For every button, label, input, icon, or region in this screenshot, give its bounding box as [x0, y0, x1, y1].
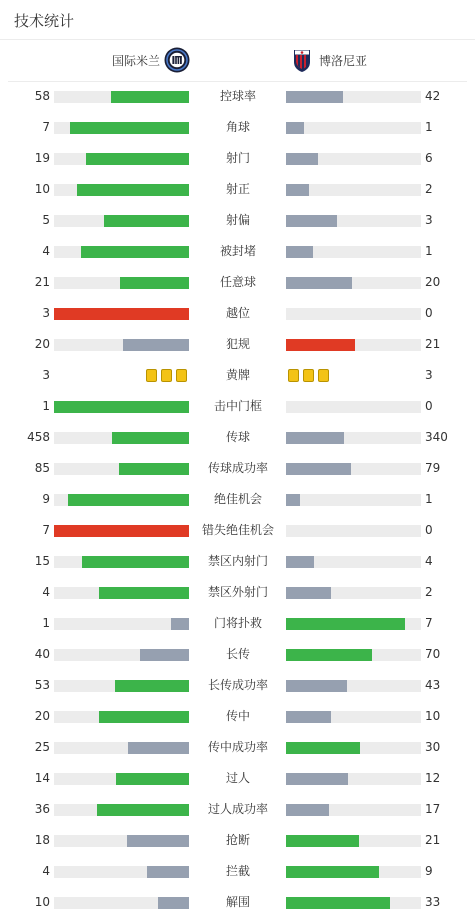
stat-label: 错失绝佳机会	[201, 523, 274, 537]
page-title: 技术统计	[14, 12, 75, 30]
stat-bar-fill	[99, 711, 189, 723]
home-stat-value: 9	[42, 492, 50, 506]
home-stat-bar	[54, 742, 189, 754]
away-stat-value: 21	[425, 833, 441, 847]
stats-list	[0, 81, 475, 918]
home-stat-value: 1	[42, 616, 50, 630]
away-stat-value: 3	[425, 213, 433, 227]
home-stat-value: 10	[34, 895, 50, 909]
stat-label: 越位	[225, 306, 250, 320]
stat-row	[0, 422, 475, 453]
away-stat-value: 6	[425, 151, 433, 165]
home-stat-bar	[54, 525, 189, 537]
stat-bar-fill	[127, 835, 189, 847]
home-stat-value: 5	[42, 213, 50, 227]
home-stat-bar	[54, 215, 189, 227]
yellow-card-icon	[146, 369, 157, 382]
home-stat-value: 40	[34, 647, 50, 661]
away-stat-bar	[286, 804, 421, 816]
stat-row	[0, 360, 475, 391]
stat-bar-fill	[54, 401, 189, 413]
stat-bar-fill	[286, 91, 343, 103]
stat-label: 解围	[225, 895, 250, 909]
stat-label: 禁区内射门	[207, 554, 268, 568]
stat-bar-fill	[86, 153, 189, 165]
stat-bar-fill	[286, 153, 318, 165]
away-stat-bar	[286, 463, 421, 475]
stat-bar-fill	[158, 897, 189, 909]
stat-row	[0, 670, 475, 701]
home-yellow-cards	[144, 369, 189, 382]
home-stat-value: 36	[34, 802, 50, 816]
stat-bar-fill	[286, 556, 314, 568]
stat-label: 任意球	[219, 275, 256, 289]
away-team-name: 博洛尼亚	[319, 53, 368, 68]
stat-label: 拦截	[225, 864, 250, 878]
stat-row	[0, 391, 475, 422]
home-team-name: 国际米兰	[111, 53, 160, 68]
stat-label: 门将扑救	[213, 616, 262, 630]
away-stat-bar	[286, 91, 421, 103]
stat-row	[0, 112, 475, 143]
home-stat-bar	[54, 463, 189, 475]
stat-bar-fill	[286, 184, 309, 196]
yellow-card-icon	[288, 369, 299, 382]
stat-label: 控球率	[219, 89, 256, 103]
stat-row	[0, 453, 475, 484]
home-stat-value: 4	[42, 864, 50, 878]
home-stat-bar	[54, 122, 189, 134]
stat-bar-fill	[286, 587, 331, 599]
stat-row	[0, 794, 475, 825]
stat-bar-fill	[286, 742, 360, 754]
away-stat-bar	[286, 897, 421, 909]
home-stat-value: 21	[34, 275, 50, 289]
away-stat-bar	[286, 649, 421, 661]
stat-bar-fill	[171, 618, 189, 630]
away-stat-value: 2	[425, 585, 433, 599]
away-team[interactable]	[292, 40, 367, 80]
away-stat-bar	[286, 742, 421, 754]
home-stat-bar	[54, 556, 189, 568]
home-stat-bar	[54, 277, 189, 289]
yellow-card-icon	[176, 369, 187, 382]
home-stat-value: 7	[42, 523, 50, 537]
stat-row	[0, 329, 475, 360]
stat-row	[0, 887, 475, 918]
stat-bar-fill	[286, 246, 313, 258]
away-stat-bar	[286, 525, 421, 537]
stat-row	[0, 174, 475, 205]
home-stat-bar	[54, 804, 189, 816]
stat-bar-fill	[286, 339, 355, 351]
stat-bar-fill	[123, 339, 189, 351]
stat-label: 传中	[225, 709, 250, 723]
stat-bar-fill	[119, 463, 189, 475]
away-stat-value: 12	[425, 771, 441, 785]
home-stat-bar	[54, 649, 189, 661]
stat-label: 绝佳机会	[213, 492, 262, 506]
stat-label: 过人	[225, 771, 250, 785]
stat-bar-fill	[286, 835, 359, 847]
stat-row	[0, 608, 475, 639]
stat-label: 传中成功率	[207, 740, 268, 754]
home-stat-value: 19	[34, 151, 50, 165]
stat-bar-fill	[286, 463, 351, 475]
stat-bar-fill	[147, 866, 189, 878]
stat-row	[0, 546, 475, 577]
stat-label: 黄牌	[225, 368, 250, 382]
stat-row	[0, 639, 475, 670]
yellow-card-icon	[161, 369, 172, 382]
stat-row	[0, 298, 475, 329]
stat-row	[0, 81, 475, 112]
stat-bar-fill	[286, 711, 331, 723]
home-stat-bar	[54, 153, 189, 165]
home-stat-value: 20	[34, 337, 50, 351]
away-stat-value: 33	[425, 895, 441, 909]
stat-bar-fill	[286, 618, 405, 630]
stat-row	[0, 236, 475, 267]
away-yellow-cards	[286, 369, 331, 382]
stat-row	[0, 825, 475, 856]
home-stat-bar	[54, 866, 189, 878]
away-stat-bar	[286, 556, 421, 568]
away-stat-value: 10	[425, 709, 441, 723]
stat-row	[0, 267, 475, 298]
away-stat-bar	[286, 432, 421, 444]
away-stat-bar	[286, 680, 421, 692]
home-stat-bar	[54, 91, 189, 103]
away-stat-value: 79	[425, 461, 441, 475]
stat-label: 长传成功率	[207, 678, 268, 692]
home-stat-value: 10	[34, 182, 50, 196]
home-stat-bar	[54, 897, 189, 909]
stat-bar-fill	[115, 680, 189, 692]
stat-label: 传球	[225, 430, 250, 444]
home-stat-value: 53	[34, 678, 50, 692]
home-stat-bar	[54, 835, 189, 847]
away-stat-value: 20	[425, 275, 441, 289]
stat-bar-fill	[286, 680, 347, 692]
stat-bar-fill	[116, 773, 189, 785]
away-stat-bar	[286, 835, 421, 847]
away-stat-value: 21	[425, 337, 441, 351]
stat-row	[0, 856, 475, 887]
away-stat-value: 0	[425, 306, 433, 320]
away-stat-value: 7	[425, 616, 433, 630]
home-stat-bar	[54, 308, 189, 320]
away-stat-value: 1	[425, 244, 433, 258]
away-stat-value: 0	[425, 399, 433, 413]
yellow-card-icon	[303, 369, 314, 382]
away-stat-bar	[286, 246, 421, 258]
stat-bar-fill	[286, 432, 344, 444]
away-stat-value: 1	[425, 120, 433, 134]
home-stat-bar	[54, 587, 189, 599]
stat-row	[0, 701, 475, 732]
stat-bar-fill	[54, 525, 189, 537]
stat-row	[0, 732, 475, 763]
away-stat-value: 30	[425, 740, 441, 754]
stat-label: 击中门框	[213, 399, 262, 413]
stat-row	[0, 515, 475, 546]
away-stat-value: 1	[425, 492, 433, 506]
stat-row	[0, 484, 475, 515]
stat-bar-fill	[104, 215, 189, 227]
home-stat-bar	[54, 339, 189, 351]
stat-bar-fill	[82, 556, 189, 568]
away-stat-bar	[286, 711, 421, 723]
stat-label: 角球	[225, 120, 250, 134]
stat-bar-fill	[286, 277, 352, 289]
stat-row	[0, 577, 475, 608]
away-stat-bar	[286, 866, 421, 878]
home-stat-value: 18	[34, 833, 50, 847]
home-team[interactable]	[112, 40, 190, 80]
inter-logo-icon	[164, 47, 190, 73]
stat-label: 长传	[225, 647, 250, 661]
stat-bar-fill	[286, 866, 379, 878]
stat-label: 过人成功率	[207, 802, 268, 816]
home-stat-bar	[54, 246, 189, 258]
stat-bar-fill	[286, 649, 372, 661]
stat-bar-fill	[286, 122, 304, 134]
stat-bar-fill	[99, 587, 189, 599]
stat-label: 犯规	[225, 337, 250, 351]
home-stat-bar	[54, 494, 189, 506]
away-stat-value: 17	[425, 802, 441, 816]
home-stat-bar	[54, 680, 189, 692]
stat-label: 抢断	[225, 833, 250, 847]
away-stat-value: 43	[425, 678, 441, 692]
stat-bar-fill	[286, 897, 390, 909]
stat-row	[0, 143, 475, 174]
home-stat-bar	[54, 773, 189, 785]
stat-label: 传球成功率	[207, 461, 268, 475]
away-stat-bar	[286, 494, 421, 506]
away-stat-value: 340	[425, 430, 448, 444]
stat-label: 射偏	[225, 213, 250, 227]
header	[0, 0, 475, 40]
away-stat-bar	[286, 215, 421, 227]
stat-bar-fill	[111, 91, 189, 103]
home-stat-bar	[54, 401, 189, 413]
stat-bar-fill	[68, 494, 190, 506]
stat-label: 被封堵	[219, 244, 256, 258]
away-stat-bar	[286, 339, 421, 351]
home-stat-bar	[54, 711, 189, 723]
stat-bar-fill	[54, 308, 189, 320]
stat-label: 射正	[225, 182, 250, 196]
stat-bar-fill	[286, 215, 337, 227]
stat-row	[0, 763, 475, 794]
home-stat-bar	[54, 432, 189, 444]
home-stat-value: 1	[42, 399, 50, 413]
stat-bar-fill	[77, 184, 189, 196]
away-stat-bar	[286, 401, 421, 413]
stat-bar-fill	[286, 773, 348, 785]
away-stat-value: 70	[425, 647, 441, 661]
stat-row	[0, 205, 475, 236]
stat-label: 射门	[225, 151, 250, 165]
stat-bar-fill	[97, 804, 189, 816]
stat-bar-fill	[140, 649, 189, 661]
home-stat-value: 3	[42, 306, 50, 320]
away-stat-value: 2	[425, 182, 433, 196]
away-stat-value: 42	[425, 89, 441, 103]
home-stat-value: 20	[34, 709, 50, 723]
teams-header	[0, 40, 475, 80]
home-stat-value: 3	[42, 368, 50, 382]
away-stat-value: 9	[425, 864, 433, 878]
home-stat-value: 85	[34, 461, 50, 475]
away-stat-bar	[286, 587, 421, 599]
home-stat-value: 14	[34, 771, 50, 785]
stat-bar-fill	[128, 742, 189, 754]
home-stat-value: 4	[42, 244, 50, 258]
away-stat-value: 4	[425, 554, 433, 568]
stat-bar-fill	[120, 277, 189, 289]
stat-bar-fill	[81, 246, 189, 258]
away-stat-value: 0	[425, 523, 433, 537]
home-stat-value: 7	[42, 120, 50, 134]
stat-label: 禁区外射门	[207, 585, 268, 599]
yellow-card-icon	[318, 369, 329, 382]
home-stat-value: 15	[34, 554, 50, 568]
home-stat-value: 25	[34, 740, 50, 754]
stat-bar-fill	[286, 804, 329, 816]
home-stat-bar	[54, 184, 189, 196]
away-stat-bar	[286, 122, 421, 134]
away-stat-bar	[286, 277, 421, 289]
home-stat-value: 4	[42, 585, 50, 599]
home-stat-value: 58	[34, 89, 50, 103]
away-stat-bar	[286, 773, 421, 785]
away-stat-value: 3	[425, 368, 433, 382]
stat-bar-fill	[286, 494, 300, 506]
stat-bar-fill	[112, 432, 189, 444]
away-stat-bar	[286, 184, 421, 196]
stat-bar-fill	[70, 122, 189, 134]
away-stat-bar	[286, 618, 421, 630]
away-stat-bar	[286, 308, 421, 320]
home-stat-value: 458	[27, 430, 50, 444]
home-stat-bar	[54, 618, 189, 630]
away-stat-bar	[286, 153, 421, 165]
bologna-logo-icon	[292, 47, 312, 73]
